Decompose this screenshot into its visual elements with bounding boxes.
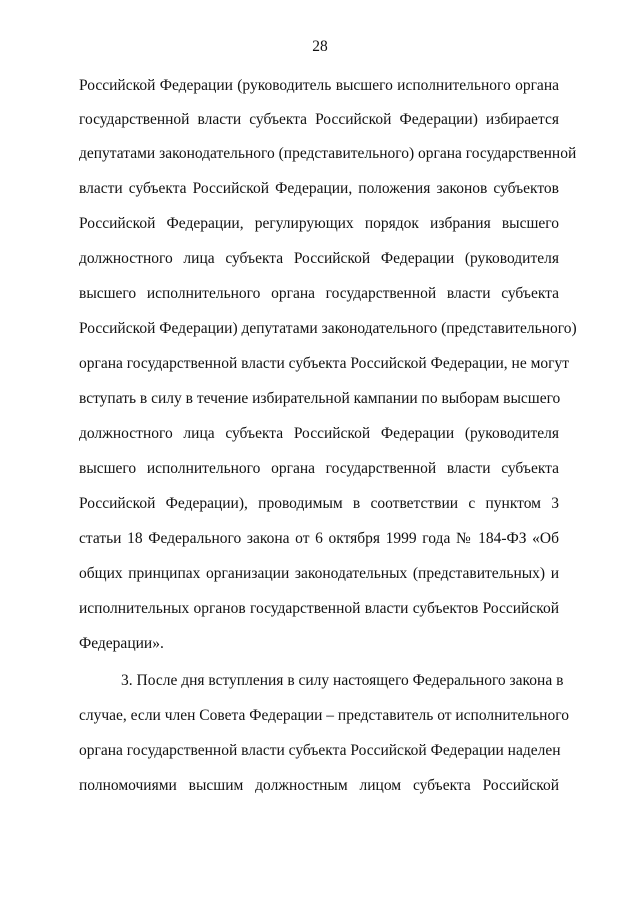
text-line: высшего исполнительного органа государственной власти субъекта [79, 460, 559, 477]
text-line: Российской Федерации) депутатами законодательного (представительного) [79, 320, 577, 337]
text-line: Российской Федерации), проводимым в соответствии с пунктом 3 [79, 495, 559, 512]
text-line: высшего исполнительного органа государственной власти субъекта [79, 285, 559, 302]
text-line: полномочиями высшим должностным лицом субъекта Российской [79, 777, 559, 794]
text-line: органа государственной власти субъекта Российской Федерации, не могут [79, 355, 570, 372]
text-line: должностного лица субъекта Российской Федерации (руководителя [79, 250, 559, 267]
text-line: случае, если член Совета Федерации – представитель от исполнительного [79, 707, 569, 724]
paragraph-start-line: 3. После дня вступления в силу настоящего Федерального закона в [121, 672, 564, 689]
text-line: власти субъекта Российской Федерации, положения законов субъектов [79, 180, 559, 197]
text-line: общих принципах организации законодательных (представительных) и [79, 565, 559, 582]
text-line: государственной власти субъекта Российской Федерации) избирается [79, 111, 559, 128]
text-line: Российской Федерации (руководитель высшего исполнительного органа [79, 77, 559, 94]
text-line: статьи 18 Федерального закона от 6 октября 1999 года № 184-ФЗ «Об [79, 530, 559, 547]
text-line: Федерации». [79, 635, 164, 652]
text-line: депутатами законодательного (представительного) органа государственной [79, 145, 577, 162]
page-number: 28 [312, 38, 328, 55]
text-line: исполнительных органов государственной власти субъектов Российской [79, 600, 559, 617]
text-line: вступать в силу в течение избирательной кампании по выборам высшего [79, 390, 561, 407]
text-line: Российской Федерации, регулирующих порядок избрания высшего [79, 215, 559, 232]
text-line: должностного лица субъекта Российской Федерации (руководителя [79, 425, 559, 442]
text-line: органа государственной власти субъекта Российской Федерации наделен [79, 742, 561, 759]
